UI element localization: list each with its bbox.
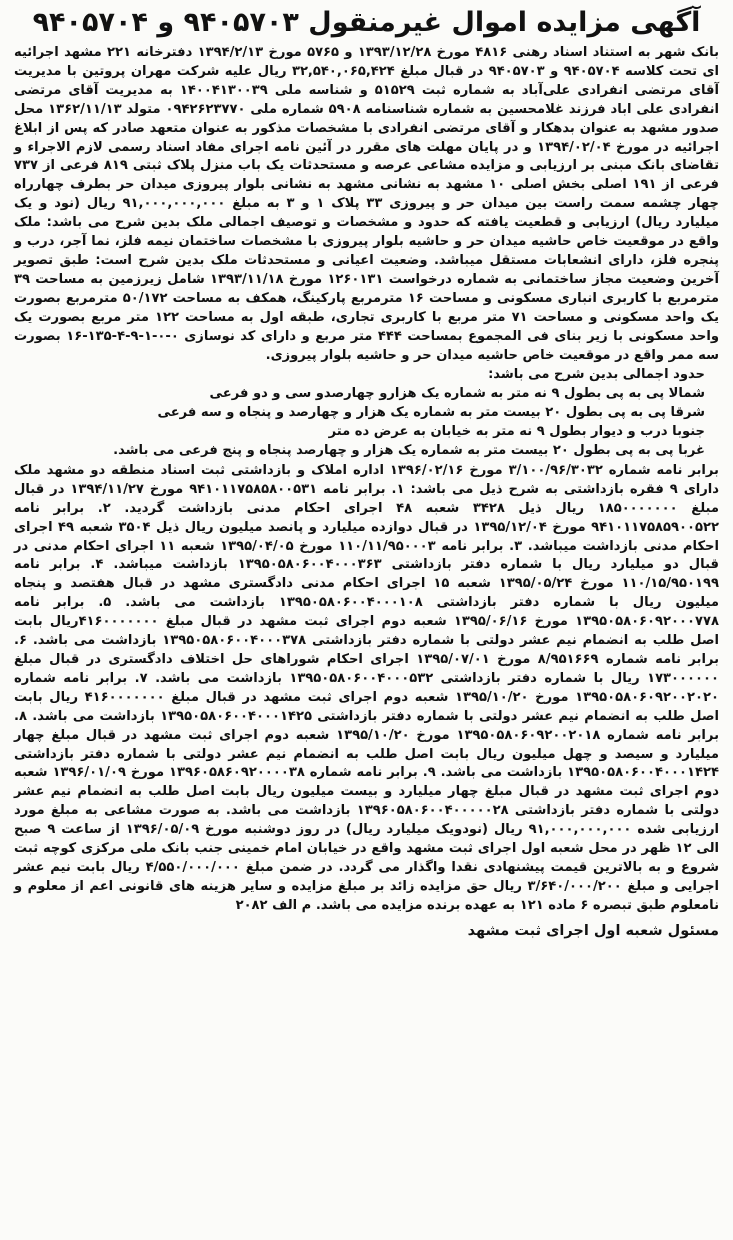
bounds-north: شمالا پی به پی بطول ۹ نه متر به شماره یک هزارو چهارصدو سی و دو فرعی (209, 386, 705, 402)
seizure-details-paragraph: برابر نامه شماره ۳/۱۰۰/۹۶/۳۰۳۲ مورخ ۱۳۹۶/۰۲/۱۶ اداره املاک و بازداشتی ثبت اسناد منطقه دو مشهد ملک دارای ۹ فقره بازداشتی به شرح ذیل می باشد: ۱. برابر نامه ۹۴۱۰۱۱۷۵۸۵۸۰۰۵۳۱ مورخ ۱۳۹۴/۱۱/۲۷ در قبال مبلغ ۱۸۵۰۰۰۰۰۰۰ ریال ذیل ۳۴۲۸ شعبه ۴۸ اجرای احکام مدنی بازداشت گردید. ۲. برابر نامه ۹۴۱۰۱۱۷۵۸۵۹۰۰۵۲۲ مورخ ۱۳۹۵/۱۲/۰۴ در قبال دوازده میلیارد و پانصد میلیون ریال ذیل ۳۵۰۴ شعبه ۴۹ اجرای احکام مدنی بازداشت میباشد. ۳. برابر نامه ۱۱۰/۱۱/۹۵۰۰۰۳ مورخ ۱۳۹۵/۰۴/۰۵ شعبه ۱۱ اجرای احکام مدنی در قبال دو میلیارد ریال با شماره دفتر بازداشتی ۱۳۹۵۰۵۸۰۶۰۰۴۰۰۰۳۶۳ بازداشت میباشد. ۴. برابر نامه ۱۱۰/۱۵/۹۵۰۱۹۹ مورخ ۱۳۹۵/۰۵/۲۴ شعبه ۱۵ اجرای احکام مدنی دادگستری مشهد در قبال هفتصد و پنجاه میلیون ریال با شماره دفتر بازداشتی ۱۳۹۵۰۵۸۰۶۰۰۴۰۰۰۱۰۸ بازداشت می باشد. ۵. برابر نامه ۱۳۹۵۰۵۸۰۶۰۹۲۰۰۰۷۷۸ مورخ ۱۳۹۵/۰۶/۱۶ شعبه دوم اجرای ثبت مشهد در قبال مبلغ ۴۱۶۰۰۰۰۰۰۰ریال بابت اصل طلب به انضمام نیم عشر دولتی با شماره دفتر بازداشتی ۱۳۹۵۰۵۸۰۶۰۰۴۰۰۰۳۷۸ بازداشت می باشد. ۶. برابر نامه شماره ۸/۹۵۱۶۶۹ مورخ ۱۳۹۵/۰۷/۰۱ اجرای احکام شوراهای حل اختلاف دادگستری در قبال مبلغ ۱۷۳۰۰۰۰۰۰ ریال با شماره دفتر بازداشتی ۱۳۹۵۰۵۸۰۶۰۰۴۰۰۰۵۳۲ بازداشت می باشد. ۷. برابر نامه شماره ۱۳۹۵۰۵۸۰۶۰۹۲۰۰۲۰۲۰ مورخ ۱۳۹۵/۱۰/۲۰ شعبه دوم اجرای ثبت مشهد در قبال مبلغ ۴۱۶۰۰۰۰۰۰۰ ریال بابت اصل طلب به انضمام نیم عشر دولتی با شماره دفتر بازداشتی ۱۳۹۵۰۵۸۰۶۰۰۴۰۰۰۱۴۲۵ بازداشت می باشد. ۸. برابر نامه شماره ۱۳۹۵۰۵۸۰۶۰۹۲۰۰۲۰۱۸ مورخ ۱۳۹۵/۱۰/۲۰ شعبه دوم اجرای ثبت مشهد در قبال مبلغ چهار میلیارد و سیصد و چهل میلیون ریال بابت اصل طلب به انضمام نیم عشر دولتی با شماره دفتر بازداشتی ۱۳۹۵۰۵۸۰۶۰۰۴۰۰۰۱۴۲۴ بازداشت می باشد. ۹. برابر نامه شماره ۱۳۹۶۰۵۸۶۰۹۲۰۰۰۰۳۸ مورخ ۱۳۹۶/۰۱/۰۹ شعبه دوم اجرای ثبت مشهد در قبال مبلغ چهار میلیارد و بیست میلیون ریال بابت اصل طلب به انضمام نیم عشر دولتی با شماره دفتر بازداشتی ۱۳۹۶۰۵۸۰۶۰۰۴۰۰۰۰۰۲۸ بازداشت می باشد. به صورت مشاعی به مبلغ مورد ارزیابی شده ۹۱,۰۰۰,۰۰۰,۰۰۰ ریال (نودویک میلیارد ریال) در روز دوشنبه مورخ ۱۳۹۶/۰۵/۰۹ از ساعت ۹ صبح الی ۱۲ ظهر در محل شعبه اول اجرای ثبت مشهد واقع در خیابان امام خمینی جنب بانک ملی مرکزی کوچه ثبت شروع و به بالاترین قیمت پیشنهادی نقدا واگذار می گردد. در ضمن مبلغ ۴/۵۵۰/۰۰۰/۰۰۰ ریال بابت نیم عشر اجرایی و مبلغ ۳/۶۴۰/۰۰۰/۲۰۰ ریال حق مزایده زائد بر مبلغ مزایده و سایر هزینه های قانونی اعم از معلوم و نامعلوم طبق تبصره ۶ ماده ۱۲۱ به عهده برنده مزایده می باشد. م الف ۲۰۸۲ (14, 462, 720, 913)
bounds-south: جنوبا درب و دیوار بطول ۹ نه متر به خیابان به عرض ده متر (328, 424, 705, 440)
bounds-west: غربا پی به پی بطول ۲۰ بیست متر به شماره یک هزار و چهارصد پنجاه و پنج فرعی می باشد. (113, 443, 705, 459)
signature-line: مسئول شعبه اول اجرای ثبت مشهد (467, 922, 719, 939)
property-bounds (14, 366, 719, 461)
notice-title: آگهی مزایده اموال غیرمنقول ۹۴۰۵۷۰۳ و ۹۴۰۵۷۰۴ (32, 7, 701, 38)
bounds-east: شرقا پی به پی بطول ۲۰ بیست متر به شماره یک هزار و چهارصد و پنجاه و سه فرعی (157, 405, 705, 421)
notice-body (14, 44, 719, 916)
notice-intro-paragraph: بانک شهر به استناد اسناد رهنی ۴۸۱۶ مورخ ۱۳۹۳/۱۲/۲۸ و ۵۷۶۵ مورخ ۱۳۹۴/۲/۱۳ دفترخانه ۲۲۱ مشهد اجرائیه ای تحت کلاسه ۹۴۰۵۷۰۴ و ۹۴۰۵۷۰۳ در قبال مبلغ ۳۲,۵۴۰,۰۶۵,۴۲۴ ریال علیه شرکت مهران پروتین با مدیریت آقای مرتضی انفرادی علی‌آباد به شماره ثبت ۵۱۵۲۹ و شناسه ملی ۱۴۰۰۴۱۳۰۰۳۹ به مدیریت آقای مرتضی انفرادی علی اباد فرزند غلامحسین به شماره شناسنامه ۵۹۰۸ شماره ملی ۰۹۴۲۶۲۳۷۷۰ متولد ۱۳۶۲/۱۱/۱۳ محل صدور مشهد به عنوان بدهکار و آقای مرتضی انفرادی با مشخصات مذکور به عنوان متعهد صادر که پس از ابلاغ اجرائیه در مورخ ۱۳۹۴/۰۲/۰۴ و در پایان مهلت های مقرر در آئین نامه اجرای مفاد اسناد رسمی لازم الاجراء و تقاضای بانک مبنی بر ارزیابی و مزایده مشاعی عرصه و مستحدثات یک باب منزل پلاک ثبتی ۸۱۹ فرعی از ۷۳۷ فرعی از ۱۹۱ اصلی بخش اصلی ۱۰ مشهد به نشانی مشهد به نشانی بلوار پیروزی میدان حر بطرف چهارراه چهار چشمه سمت راست بین میدان حر و پیروزی ۳۳ پلاک ۱ و ۳ به مبلغ ۹۱,۰۰۰,۰۰۰,۰۰۰ ریال (نود و یک میلیارد ریال) ارزیابی و قطعیت یافته که حدود و مشخصات و توصیف اجمالی ملک بدین شرح می باشد: ملک واقع در موقعیت خاص حاشیه میدان حر و حاشیه بلوار پیروزی با مشخصات ساختمان نیمه فلز، نما آجر، درب و پنجره فلز، دارای انشعابات مستقل میباشد. وضعیت اعیانی و مستحدثات ملک بدین شرح است: طبق تصویر آخرین وضعیت مجاز ساختمانی به شماره درخواست ۱۲۶۰۱۳۱ مورخ ۱۳۹۳/۱۱/۱۸ شامل زیرزمین به مساحت ۳۹ مترمربع با کاربری انباری مسکونی و مساحت ۱۶ مترمربع پارکینگ، همکف به مساحت ۵۰/۱۷۲ مترمربع بصورت یک واحد مسکونی و مساحت ۷۱ متر مربع با کاربری تجاری، طبقه اول به مساحت ۱۲۲ متر مربع بصورت یک واحد مسکونی با زیر بنای فی المجموع بمساحت ۴۴۴ متر مربع و دارای کد نوسازی ۰-۰-۱-۹-۴-۱۳۵-۱۶ بصورت سه ممر واقع در موقعیت خاص حاشیه میدان حر و حاشیه بلوار پیروزی. (14, 45, 720, 363)
bounds-heading: حدود اجمالی بدین شرح می باشد: (488, 367, 705, 383)
